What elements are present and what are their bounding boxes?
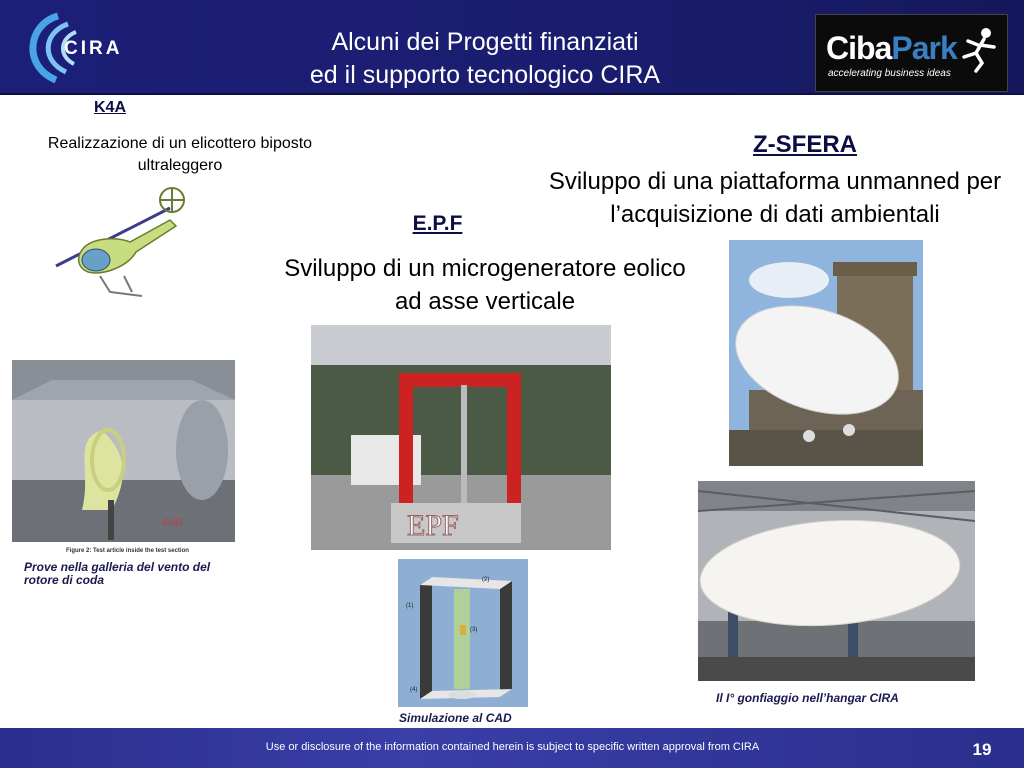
airship-castle-photo <box>729 240 923 466</box>
wind-tunnel-photo <box>12 360 235 542</box>
svg-text:(2): (2) <box>482 577 490 583</box>
cad-simulation-image <box>398 559 528 707</box>
svg-text:(4): (4) <box>410 687 418 693</box>
svg-text:CIRA: CIRA <box>64 38 123 59</box>
zsfera-caption: Il I° gonfiaggio nell’hangar CIRA <box>716 691 899 705</box>
svg-text:(1): (1) <box>406 603 414 609</box>
epf-caption: Simulazione al CAD <box>399 711 512 725</box>
page-number: 19 <box>972 740 992 759</box>
epf-title: E.P.F <box>412 212 463 235</box>
svg-text:(3): (3) <box>470 627 478 633</box>
k4a-caption: Prove nella galleria del vento del rotore di coda <box>24 560 211 587</box>
footer-disclaimer: Use or disclosure of the information contained herein is subject to specific written approval from CIRA <box>265 741 760 753</box>
helicopter-image <box>52 180 192 300</box>
zsfera-description: Sviluppo di una piattaforma unmanned per l’acquisizione di dati ambientali <box>548 168 1002 228</box>
title-line-2: ed il supporto tecnologico CIRA <box>309 61 661 89</box>
title-line-1: Alcuni dei Progetti finanziati <box>331 28 639 56</box>
logo-name-park: Park <box>891 30 957 66</box>
page-title <box>250 26 720 92</box>
logo-name-ciba: Ciba <box>826 30 892 66</box>
k4a-title: K4A <box>93 99 126 116</box>
logo-tagline: accelerating business ideas <box>828 68 951 79</box>
figure-caption: Figure 2: Test article inside the test section <box>66 548 189 554</box>
cibapark-logo <box>815 14 1008 92</box>
epf-turbine-photo <box>311 325 611 550</box>
svg-text:(0.00): (0.00) <box>162 518 183 527</box>
k4a-description: Realizzazione di un elicottero biposto ultraleggero <box>47 135 313 174</box>
airship-hangar-photo <box>698 481 975 681</box>
cira-logo <box>18 10 168 84</box>
epf-description: Sviluppo di un microgeneratore eolico ad asse verticale <box>284 255 686 315</box>
runner-icon <box>956 27 1000 73</box>
svg-text:EPF: EPF <box>407 509 459 542</box>
zsfera-title: Z-SFERA <box>753 131 857 158</box>
